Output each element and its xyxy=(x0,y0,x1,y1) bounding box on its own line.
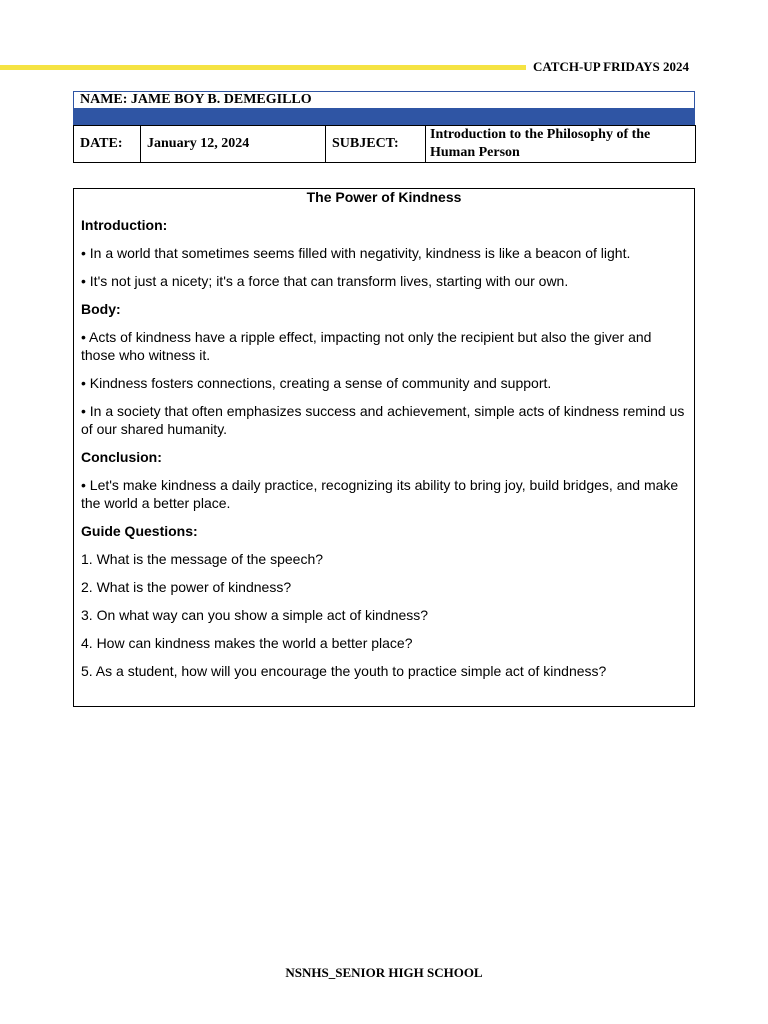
header-title: CATCH-UP FRIDAYS 2024 xyxy=(533,59,690,74)
guide-question: 3. On what way can you show a simple act of kindness? xyxy=(81,607,429,623)
guide-question: 2. What is the power of kindness? xyxy=(81,579,292,595)
subject-value: Introduction to the Philosophy of the Human Person xyxy=(426,126,696,163)
yellow-header-rule xyxy=(0,65,526,70)
guide-question: 4. How can kindness makes the world a better place? xyxy=(81,635,413,651)
conclusion-point: • Let's make kindness a daily practice, recognizing its ability to bring joy, build bridges, and make the world a better place. xyxy=(81,477,679,511)
body-heading: Body: xyxy=(81,301,121,317)
body-point: • Kindness fosters connections, creating a sense of community and support. xyxy=(81,375,552,391)
name-field: NAME: JAME BOY B. DEMEGILLO xyxy=(73,91,695,109)
introduction-point: • In a world that sometimes seems filled with negativity, kindness is like a beacon of light. xyxy=(81,245,631,261)
guide-questions-heading: Guide Questions: xyxy=(81,523,198,539)
subject-label: SUBJECT: xyxy=(326,126,426,163)
guide-question: 1. What is the message of the speech? xyxy=(81,551,324,567)
content-title: The Power of Kindness xyxy=(306,189,462,205)
conclusion-heading: Conclusion: xyxy=(81,449,162,465)
info-table xyxy=(73,125,696,163)
body-point: • Acts of kindness have a ripple effect, impacting not only the recipient but also the giver and those who witness it. xyxy=(81,329,652,363)
date-label: DATE: xyxy=(74,126,141,163)
guide-question: 5. As a student, how will you encourage the youth to practice simple act of kindness? xyxy=(81,663,607,679)
info-block xyxy=(73,91,695,163)
content-box xyxy=(73,188,695,707)
introduction-point: • It's not just a nicety; it's a force that can transform lives, starting with our own. xyxy=(81,273,569,289)
footer-school: NSNHS_SENIOR HIGH SCHOOL xyxy=(285,965,483,980)
blue-divider-band xyxy=(73,109,695,125)
date-value: January 12, 2024 xyxy=(141,126,326,163)
body-point: • In a society that often emphasizes success and achievement, simple acts of kindness remind us of our shared humanity. xyxy=(81,403,685,437)
introduction-heading: Introduction: xyxy=(81,217,168,233)
